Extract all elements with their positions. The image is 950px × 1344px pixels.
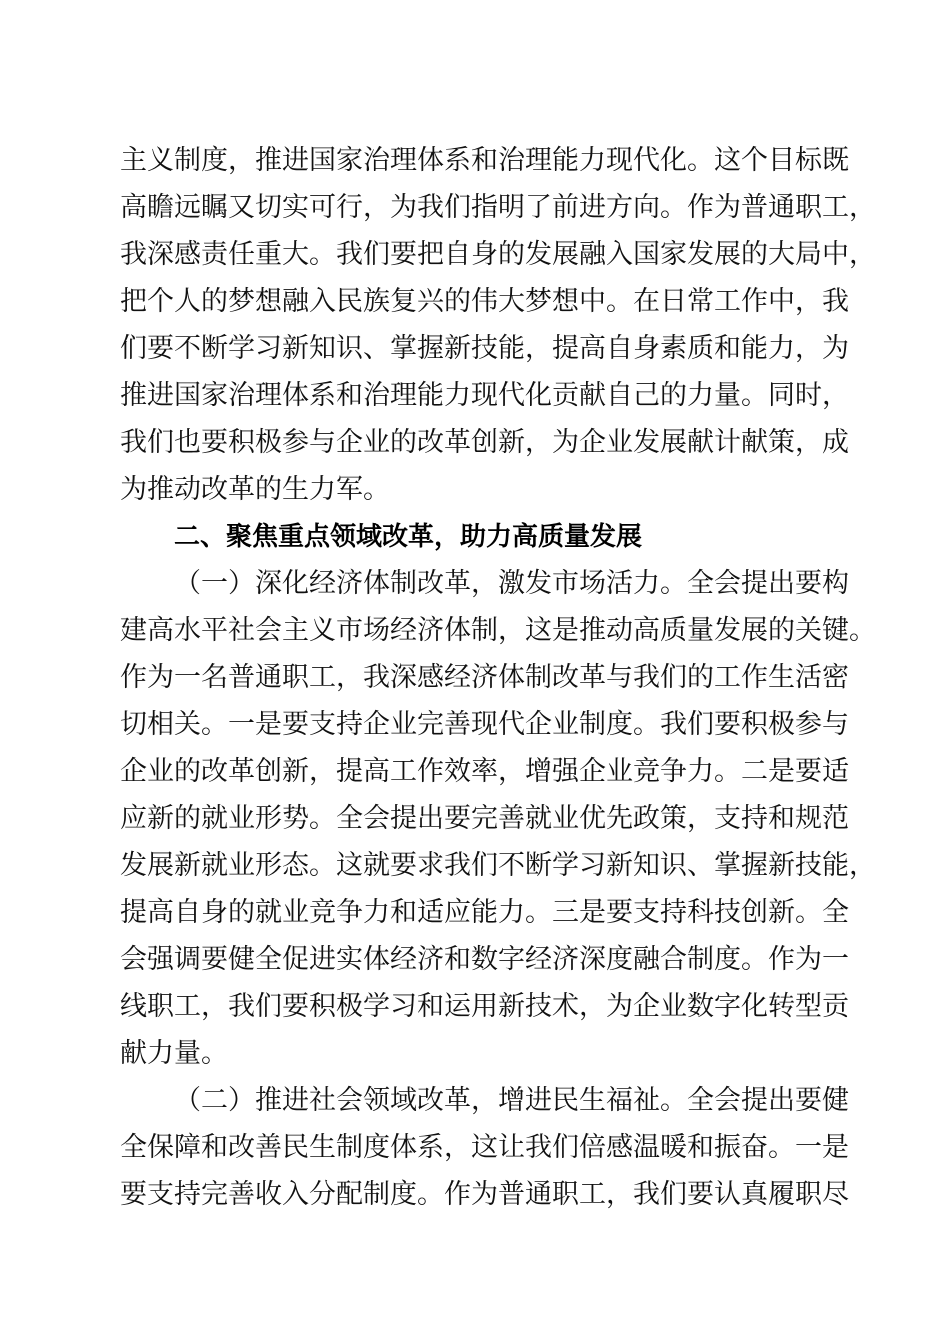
paragraph-line: 要支持完善收入分配制度。作为普通职工，我们要认真履职尽: [120, 1179, 849, 1210]
paragraph-line: 献力量。: [120, 1038, 228, 1069]
paragraph-line: 我深感责任重大。我们要把自身的发展融入国家发展的大局中，: [120, 239, 876, 270]
paragraph-line: 作为一名普通职工，我深感经济体制改革与我们的工作生活密: [120, 662, 849, 693]
paragraph-line: 我们也要积极参与企业的改革创新，为企业发展献计献策，成: [120, 427, 849, 458]
paragraph-line: （一）深化经济体制改革，激发市场活力。全会提出要构: [174, 568, 849, 599]
paragraph-line: 高瞻远瞩又切实可行，为我们指明了前进方向。作为普通职工，: [120, 192, 876, 223]
paragraph-line: 推进国家治理体系和治理能力现代化贡献自己的力量。同时，: [120, 380, 849, 411]
paragraph-line: 建高水平社会主义市场经济体制，这是推动高质量发展的关键。: [120, 615, 876, 646]
paragraph-line: 企业的改革创新，提高工作效率，增强企业竞争力。二是要适: [120, 756, 849, 787]
paragraph-line: 把个人的梦想融入民族复兴的伟大梦想中。在日常工作中，我: [120, 286, 849, 317]
paragraph-line: 们要不断学习新知识、掌握新技能，提高自身素质和能力，为: [120, 333, 849, 364]
paragraph-line: 发展新就业形态。这就要求我们不断学习新知识、掌握新技能，: [120, 850, 876, 881]
paragraph-line: 切相关。一是要支持企业完善现代企业制度。我们要积极参与: [120, 709, 849, 740]
paragraph-line: 线职工，我们要积极学习和运用新技术，为企业数字化转型贡: [120, 991, 849, 1022]
paragraph-line: 为推动改革的生力军。: [120, 474, 390, 505]
paragraph-line: 提高自身的就业竞争力和适应能力。三是要支持科技创新。全: [120, 897, 849, 928]
paragraph-line: （二）推进社会领域改革，增进民生福祉。全会提出要健: [174, 1085, 849, 1116]
paragraph-line: 会强调要健全促进实体经济和数字经济深度融合制度。作为一: [120, 944, 849, 975]
paragraph-line: 主义制度，推进国家治理体系和治理能力现代化。这个目标既: [120, 145, 849, 176]
section-heading: 二、聚焦重点领域改革，助力高质量发展: [174, 522, 643, 552]
paragraph-line: 全保障和改善民生制度体系，这让我们倍感温暖和振奋。一是: [120, 1132, 849, 1163]
paragraph-line: 应新的就业形势。全会提出要完善就业优先政策，支持和规范: [120, 803, 849, 834]
